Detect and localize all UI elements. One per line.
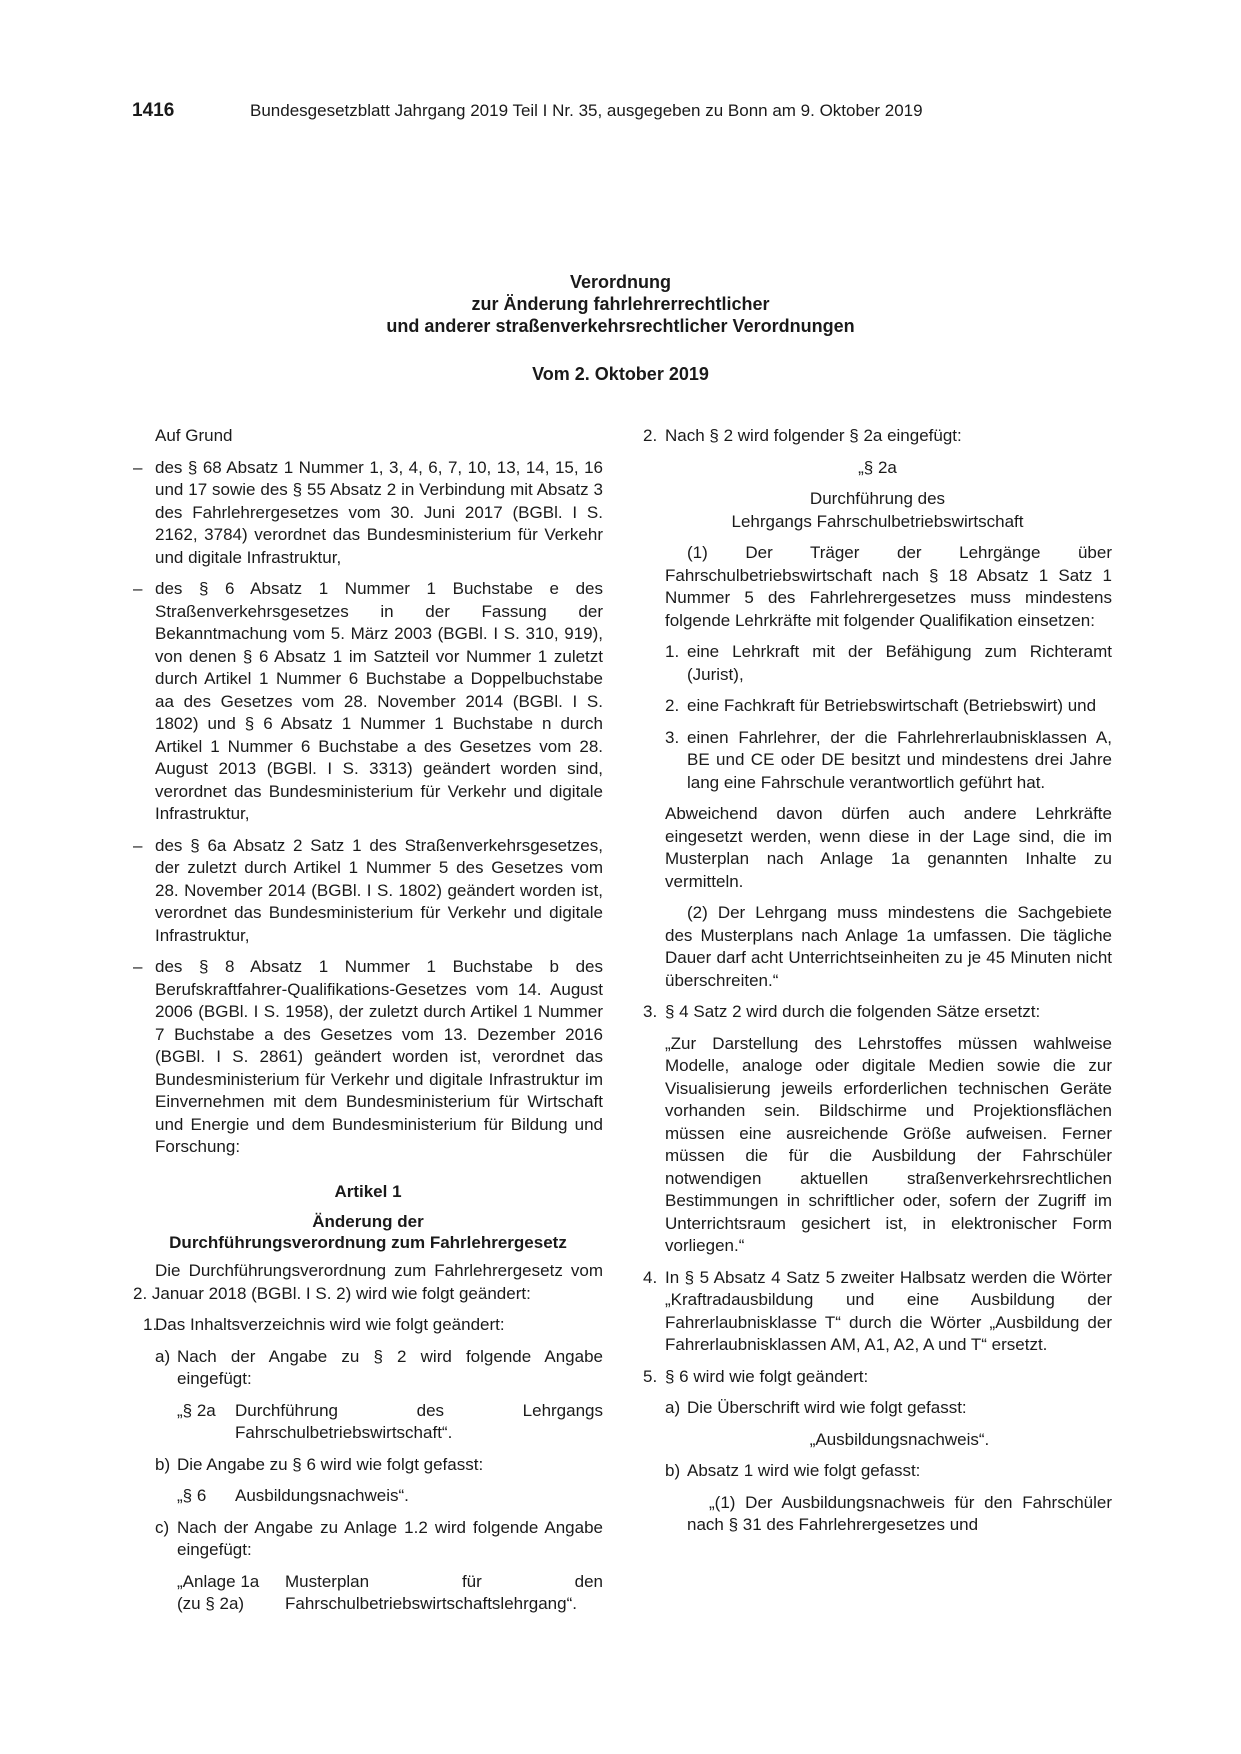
item-text: Nach § 2 wird folgender § 2a eingefügt: [665, 426, 962, 445]
document-title [0, 271, 1241, 337]
paragraph-2: (2) Der Lehrgang muss mindestens die Sachgebiete des Musterplans nach Anlage 1a umfassen. Die tägliche Dauer darf acht Unterrichtseinheiten zu je 45 Minuten nicht überschreiten.“ [665, 903, 1112, 990]
quoted-entry [133, 1485, 603, 1508]
quoted-text: „Zur Darstellung des Lehrstoffes müssen wahlweise Modelle, analoge oder digitale Medien sowie die zur Visualisierung jeweils erforderlichen technischen Geräte vorhanden sein. Bildschirme und Projektionsflächen müssen eine ausreichende Größe aufweisen. Ferner müssen die für die Ausbildung der Fahrschüler notwendigen aktuellen straßenverkehrsrechtlichen Bestimmungen in schriftlicher oder, sofern der Zugriff im Unterrichtsraum gesichert ist, in elektronischer Form vorliegen.“ [665, 1033, 1112, 1255]
sub-item [643, 1460, 1112, 1483]
sub-label: b) [665, 1461, 681, 1480]
item-label: 3. [643, 1002, 658, 1021]
sub-label: b) [155, 1454, 171, 1474]
amendment-item [643, 1001, 1112, 1024]
enum-item [643, 641, 1112, 686]
enum-text: einen Fahrlehrer, der die Fahrlehrerlaubnisklassen A, BE und CE oder DE besitzt und mindestens drei Jahre lang eine Fahrschule verantwortlich geführt hat. [687, 727, 1112, 792]
item-label: 5. [643, 1366, 658, 1386]
item-text: Das Inhaltsverzeichnis wird wie folgt geändert: [155, 1315, 505, 1334]
article-title-line-1: Änderung der [312, 1212, 424, 1231]
item-text: § 4 Satz 2 wird durch die folgenden Sätze ersetzt: [665, 1002, 1041, 1021]
paragraph-exception: Abweichend davon dürfen auch andere Lehrkräfte eingesetzt werden, wenn diese in der Lage sind, die im Musterplan nach Anlage 1a genannten Inhalte zu vermitteln. [665, 804, 1112, 891]
sub-text: Nach der Angabe zu Anlage 1.2 wird folgende Angabe eingefügt: [177, 1517, 603, 1559]
quote-key: „§ 6 [177, 1486, 207, 1505]
left-column [133, 425, 603, 1625]
sub-item [133, 1346, 603, 1391]
sub-label: a) [665, 1398, 681, 1417]
sub-text: Die Überschrift wird wie folgt gefasst: [687, 1398, 967, 1417]
article-number: Artikel 1 [334, 1181, 402, 1201]
sub-item [643, 1397, 1112, 1420]
amendment-item [643, 1267, 1112, 1357]
title-line-2: zur Änderung fahrlehrerrechtlicher [471, 294, 770, 314]
article-title-line-2: Durchführungsverordnung zum Fahrlehrergesetz [169, 1233, 567, 1252]
title-line-3: und anderer straßenverkehrsrechtlicher Verordnungen [386, 316, 855, 336]
item-text: In § 5 Absatz 4 Satz 5 zweiter Halbsatz werden die Wörter „Kraftradausbildung und eine Ausbildung der Fahrerlaubnisklasse T“ durch die Wörter „Ausbildung der Fahrerlaubnisklassen AM, A1, A2, A und T“ ersetzt. [665, 1267, 1112, 1354]
article-title [133, 1211, 603, 1253]
legal-basis-item: – des § 6a Absatz 2 Satz 1 des Straßenverkehrsgesetzes, der zuletzt durch Artikel 1 Nummer 5 des Gesetzes vom 28. November 2014 (BGBl. I S. 1802) geändert worden ist, verordnet das Bundesministerium für Verkehr und digitale Infrastruktur, [133, 835, 603, 948]
section-title-line-1: Durchführung des [809, 489, 946, 508]
right-column [643, 425, 1112, 1537]
quote-value: Musterplan für den Fahrschulbetriebswirtschaftslehrgang“. [285, 1571, 603, 1613]
legal-basis-item: – des § 68 Absatz 1 Nummer 1, 3, 4, 6, 7, 10, 13, 14, 15, 16 und 17 sowie des § 55 Absatz 2 in Verbindung mit Absatz 3 des Fahrlehrergesetzes vom 30. Juni 2017 (BGBl. I S. 2162, 3784) verordnet das Bundesministerium für Verkehr und digitale Infrastruktur, [133, 457, 603, 570]
item-label: 4. [643, 1267, 658, 1287]
quoted-heading: „Ausbildungsnachweis“. [809, 1429, 990, 1449]
sub-text: Absatz 1 wird wie folgt gefasst: [687, 1461, 921, 1480]
quote-key: „Anlage 1a (zu § 2a) [177, 1571, 260, 1613]
amendment-item [643, 1366, 1112, 1389]
sub-label: a) [155, 1346, 171, 1366]
section-title [643, 488, 1112, 533]
quoted-text: „(1) Der Ausbildungsnachweis für den Fahrschüler nach § 31 des Fahrlehrergesetzes und [687, 1492, 1112, 1534]
quoted-entry [133, 1571, 603, 1616]
item-label: 1. [143, 1315, 158, 1334]
enum-item [643, 695, 1112, 718]
quote-value: Ausbildungsnachweis“. [235, 1486, 409, 1505]
sub-item [133, 1517, 603, 1562]
amendment-item [133, 1314, 603, 1337]
paragraph-1: (1) Der Träger der Lehrgänge über Fahrschulbetriebswirtschaft nach § 18 Absatz 1 Satz 1 Nummer 5 des Fahrlehrergesetzes muss mindestens folgende Lehrkräfte mit folgender Qualifikation einsetzen: [665, 543, 1112, 630]
legal-basis-item: – des § 6 Absatz 1 Nummer 1 Buchstabe e des Straßenverkehrsgesetzes in der Fassung der Bekanntmachung vom 5. März 2003 (BGBl. I S. 310, 919), von denen § 6 Absatz 1 im Satzteil vor Nummer 1 zuletzt durch Artikel 1 Nummer 6 Buchstabe a Doppelbuchstabe aa des Gesetzes vom 28. November 2014 (BGBl. I S. 1802) und § 6 Absatz 1 Nummer 1 Buchstabe n durch Artikel 1 Nummer 6 Buchstabe a des Gesetzes vom 28. August 2013 (BGBl. I S. 3313) geändert worden sind, verordnet das Bundesministerium für Verkehr und digitale Infrastruktur, [133, 578, 603, 826]
enum-label: 1. [665, 642, 680, 661]
section-title-line-2: Lehrgangs Fahrschulbetriebswirtschaft [731, 511, 1024, 531]
section-number: „§ 2a [858, 457, 897, 477]
enum-label: 2. [665, 696, 680, 715]
title-line-1: Verordnung [569, 272, 671, 292]
page-number: 1416 [132, 100, 175, 121]
item-label: 2. [643, 426, 658, 445]
running-header: Bundesgesetzblatt Jahrgang 2019 Teil I Nr. 35, ausgegeben zu Bonn am 9. Oktober 2019 [250, 101, 923, 120]
enum-label: 3. [665, 727, 680, 747]
sub-label: c) [155, 1517, 170, 1537]
enum-text: eine Fachkraft für Betriebswirtschaft (Betriebswirt) und [687, 696, 1097, 715]
item-text: § 6 wird wie folgt geändert: [665, 1366, 869, 1386]
amendment-item [643, 425, 1112, 448]
sub-text: Die Angabe zu § 6 wird wie folgt gefasst: [177, 1454, 484, 1474]
article-intro: Die Durchführungsverordnung zum Fahrlehrergesetz vom 2. Januar 2018 (BGBl. I S. 2) wird wie folgt geändert: [133, 1261, 603, 1303]
preamble-intro: Auf Grund [155, 426, 233, 445]
legal-basis-item: – des § 8 Absatz 1 Nummer 1 Buchstabe b des Berufskraftfahrer-Qualifikations-Gesetzes vom 14. August 2006 (BGBl. I S. 1958), der zuletzt durch Artikel 1 Nummer 7 Buchstabe a des Gesetzes vom 13. Dezember 2016 (BGBl. I S. 2861) geändert worden ist, verordnet das Bundesministerium für Verkehr und digitale Infrastruktur im Einvernehmen mit dem Bundesministerium für Wirtschaft und Energie und dem Bundesministerium für Bildung und Forschung: [133, 956, 603, 1159]
quoted-entry [133, 1400, 603, 1445]
sub-item [133, 1454, 603, 1477]
quote-key: „§ 2a [177, 1400, 216, 1420]
sub-text: Nach der Angabe zu § 2 wird folgende Angabe eingefügt: [177, 1346, 603, 1388]
enum-text: eine Lehrkraft mit der Befähigung zum Richteramt (Jurist), [687, 642, 1112, 684]
quote-value: Durchführung des Lehrgangs Fahrschulbetriebswirtschaft“. [235, 1400, 603, 1442]
enum-item [643, 727, 1112, 795]
document-date: Vom 2. Oktober 2019 [532, 364, 709, 384]
